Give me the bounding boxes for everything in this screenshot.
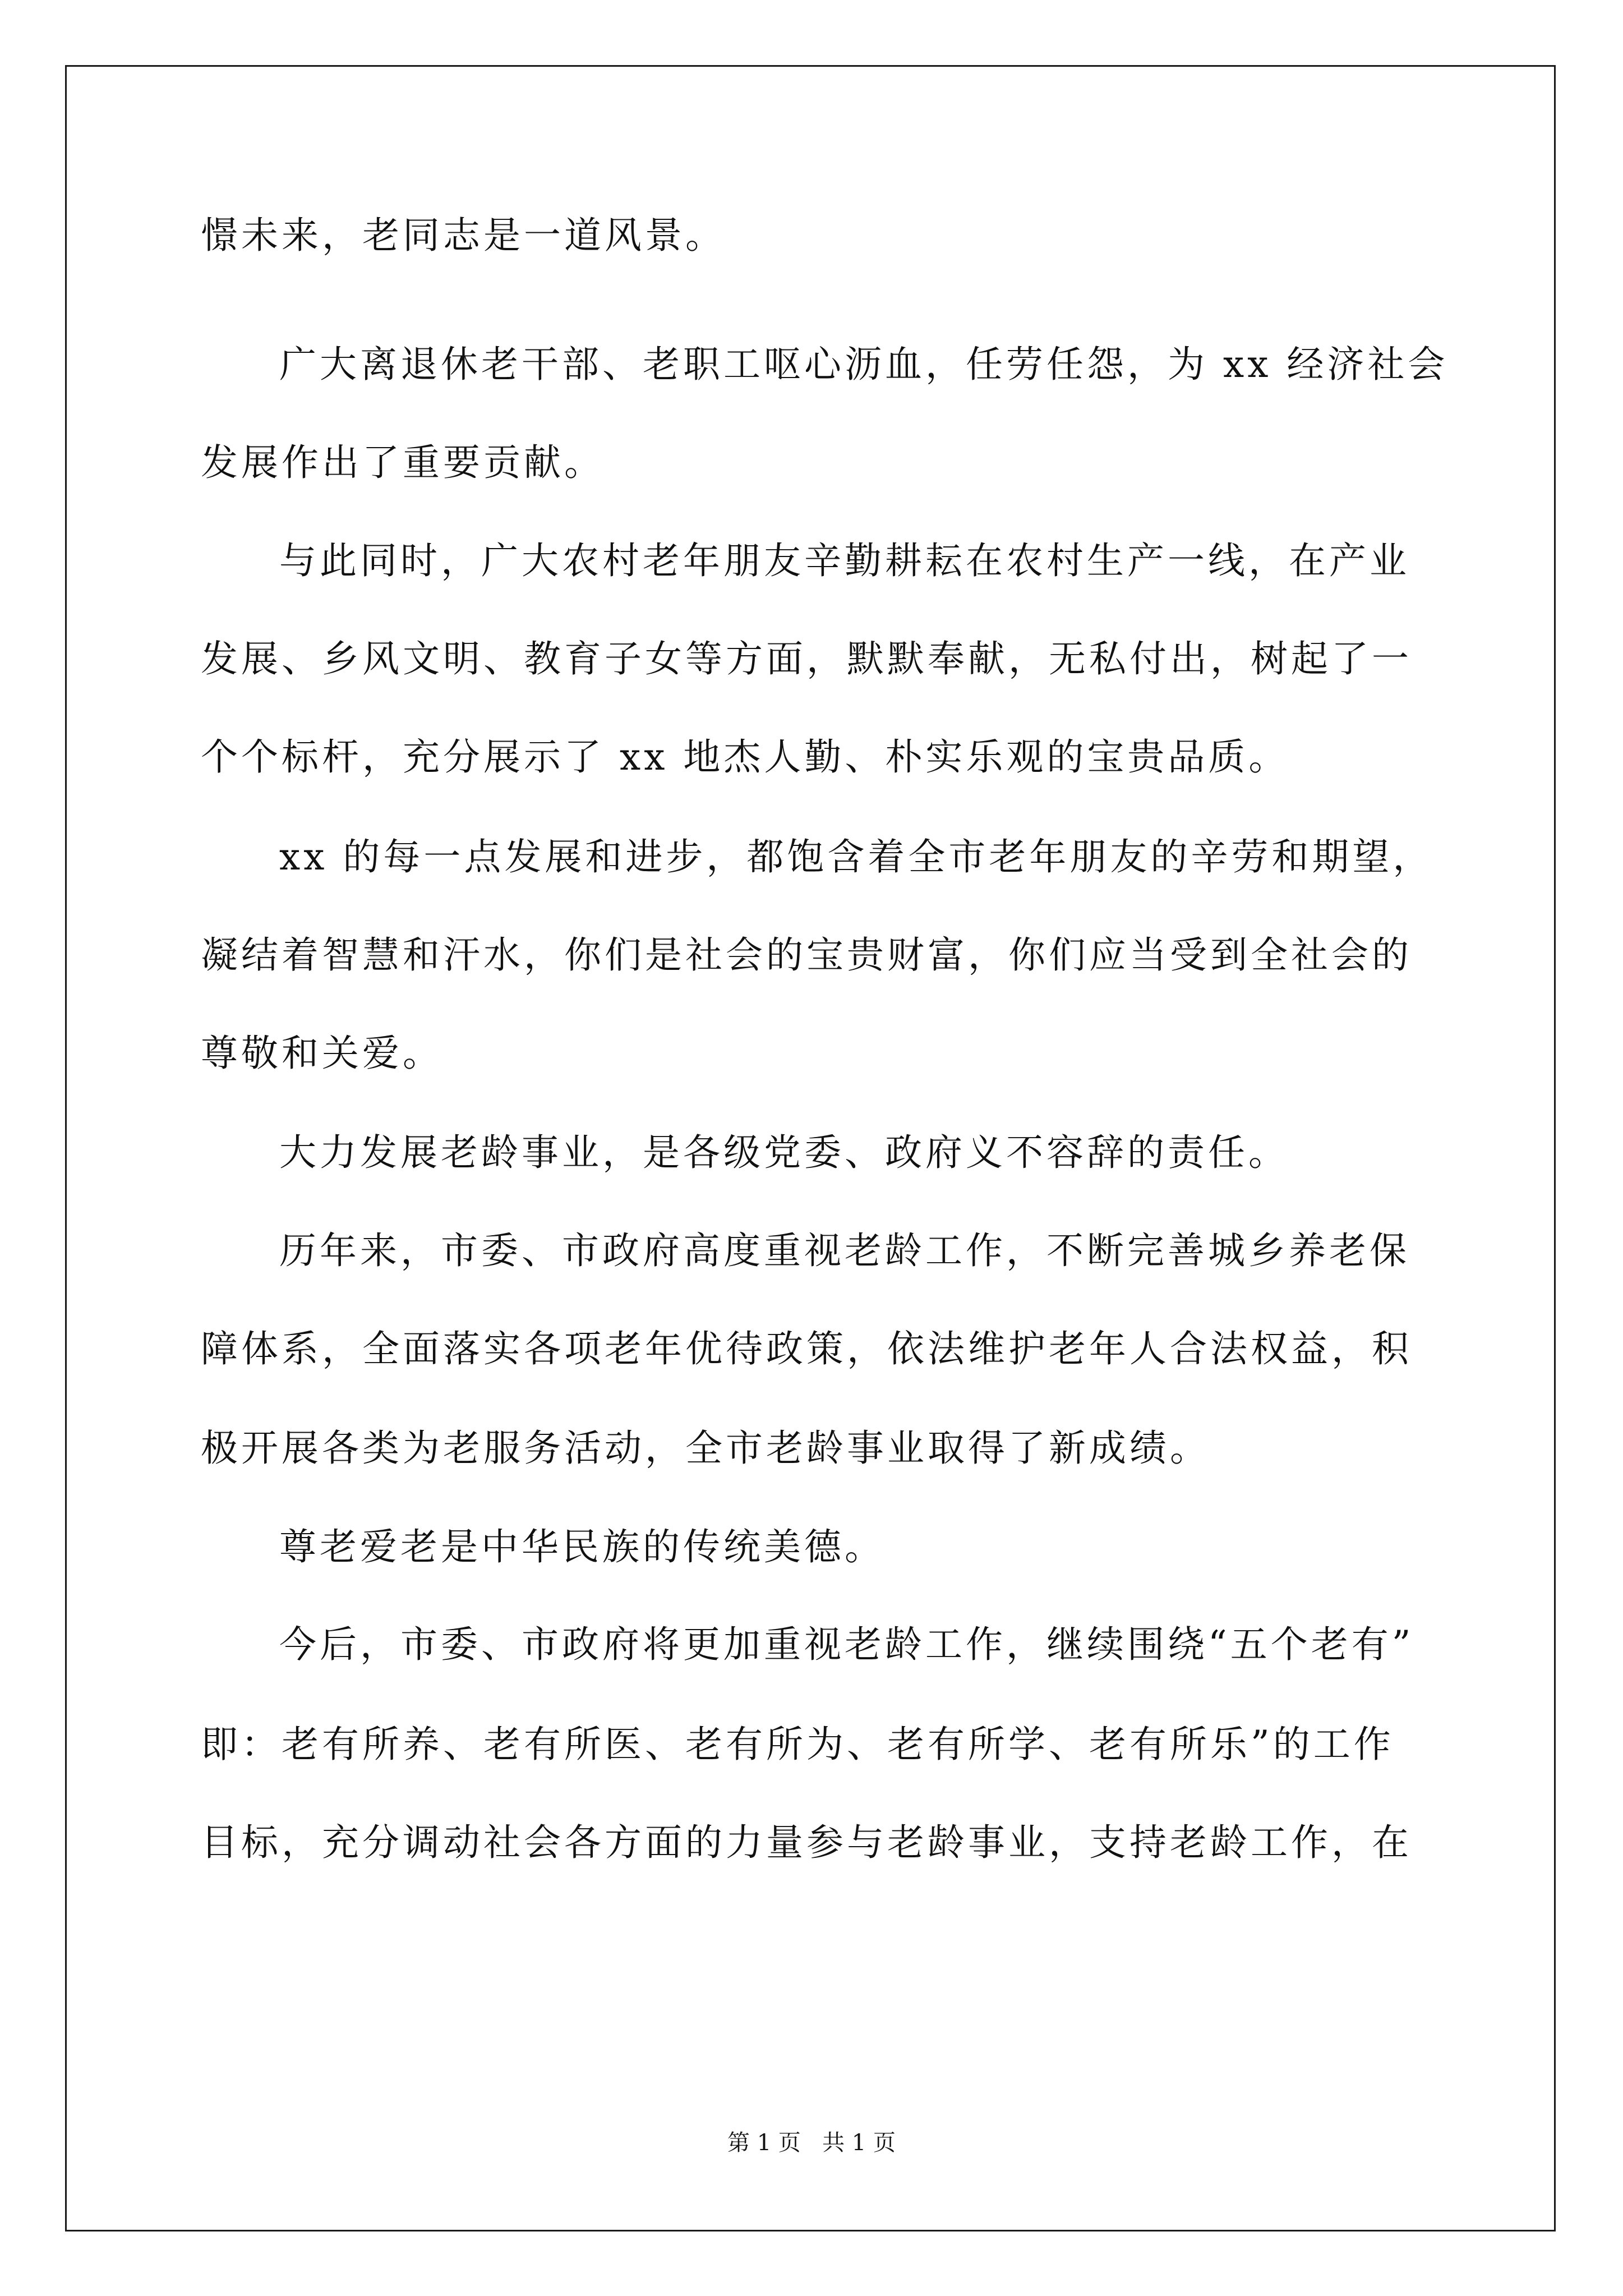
paragraph-first-line: xx 的每一点发展和进步，都饱含着全市老年朋友的辛劳和期望， — [279, 835, 1433, 878]
text-line: 即：老有所养、老有所医、老有所为、老有所学、老有所乐”的工作 — [201, 1723, 1394, 1766]
paragraph-first-line: 大力发展老龄事业，是各级党委、政府义不容辞的责任。 — [279, 1131, 1289, 1174]
text-line: 发展、乡风文明、教育子女等方面，默默奉献，无私付出，树起了一 — [201, 637, 1412, 680]
paragraph-first-line: 广大离退休老干部、老职工呕心沥血，任劳任怨，为 xx 经济社会 — [279, 343, 1449, 386]
page-footer: 第 1 页 共 1 页 — [727, 2130, 896, 2156]
paragraph-first-line: 历年来，市委、市政府高度重视老龄工作，不断完善城乡养老保 — [279, 1229, 1410, 1272]
text-line: 目标，充分调动社会各方面的力量参与老龄事业，支持老龄工作，在 — [201, 1821, 1412, 1864]
paragraph-first-line: 尊老爱老是中华民族的传统美德。 — [279, 1525, 885, 1568]
text-line: 憬未来，老同志是一道风景。 — [201, 214, 726, 257]
text-line: 极开展各类为老服务活动，全市老龄事业取得了新成绩。 — [201, 1427, 1210, 1470]
text-line: 发展作出了重要贡献。 — [201, 441, 605, 484]
text-line: 尊敬和关爱。 — [201, 1032, 443, 1075]
text-line: 障体系，全面落实各项老年优待政策，依法维护老年人合法权益，积 — [201, 1327, 1412, 1370]
text-line: 凝结着智慧和汗水，你们是社会的宝贵财富，你们应当受到全社会的 — [201, 933, 1412, 977]
text-line: 个个标杆，充分展示了 xx 地杰人勤、朴实乐观的宝贵品质。 — [201, 735, 1289, 779]
paragraph-first-line: 今后，市委、市政府将更加重视老龄工作，继续围绕“五个老有” — [279, 1623, 1414, 1666]
paragraph-first-line: 与此同时，广大农村老年朋友辛勤耕耘在农村生产一线，在产业 — [279, 539, 1410, 582]
